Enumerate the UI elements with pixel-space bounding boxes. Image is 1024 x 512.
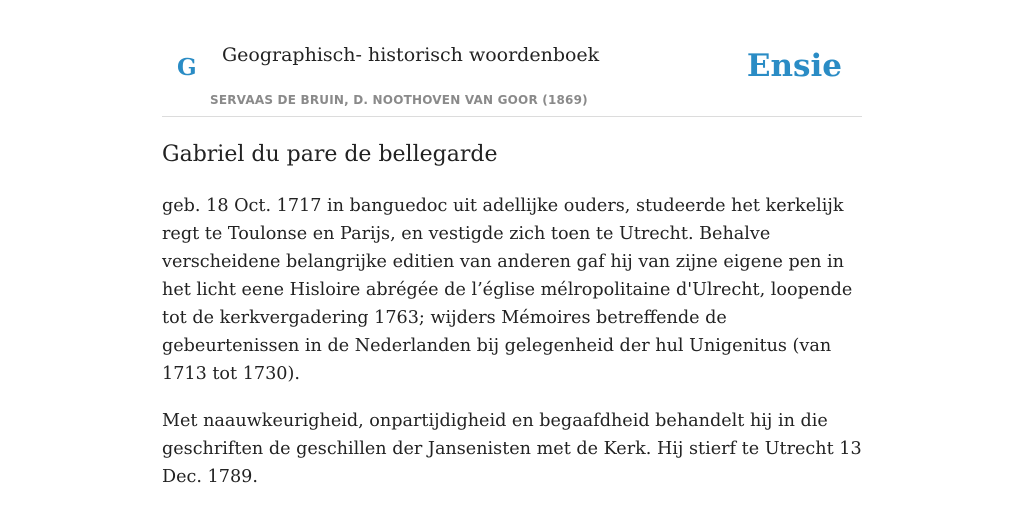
entry-paragraph: geb. 18 Oct. 1717 in banguedoc uit adellijke ouders, studeerde het kerkelijk regt te Toulonse en Parijs, en vestigde zich toen te Utrecht. Behalve verscheidene belangrijke editien van anderen gaf hij van zijne eigene pen in het licht eene Hisloire abrégée de l’église mélropolitaine d'Ulrecht, loopende tot de kerkvergadering 1763; wijders Mémoires betreffende de gebeurtenissen in de Nederlanden bij gelegenheid der hul Unigenitus (van 1713 tot 1730).	[162, 196, 853, 384]
book-authors: SERVAAS DE BRUIN, D. NOOTHOVEN VAN GOOR (1869)	[210, 93, 588, 107]
entry-title: Gabriel du pare de bellegarde	[162, 142, 498, 167]
ensie-logo[interactable]: Ensie	[746, 48, 842, 84]
entry-paragraph: Met naauwkeurigheid, onpartijdigheid en begaafdheid behandelt hij in die geschriften de geschillen der Jansenisten met de Kerk. Hij stierf te Utrecht 13 Dec. 1789.	[162, 411, 862, 487]
entry-body	[162, 192, 862, 510]
book-title[interactable]: Geographisch- historisch woordenboek	[222, 44, 600, 66]
letter-index-link[interactable]: G	[177, 54, 197, 81]
page-container	[162, 0, 862, 487]
book-header	[162, 0, 862, 117]
